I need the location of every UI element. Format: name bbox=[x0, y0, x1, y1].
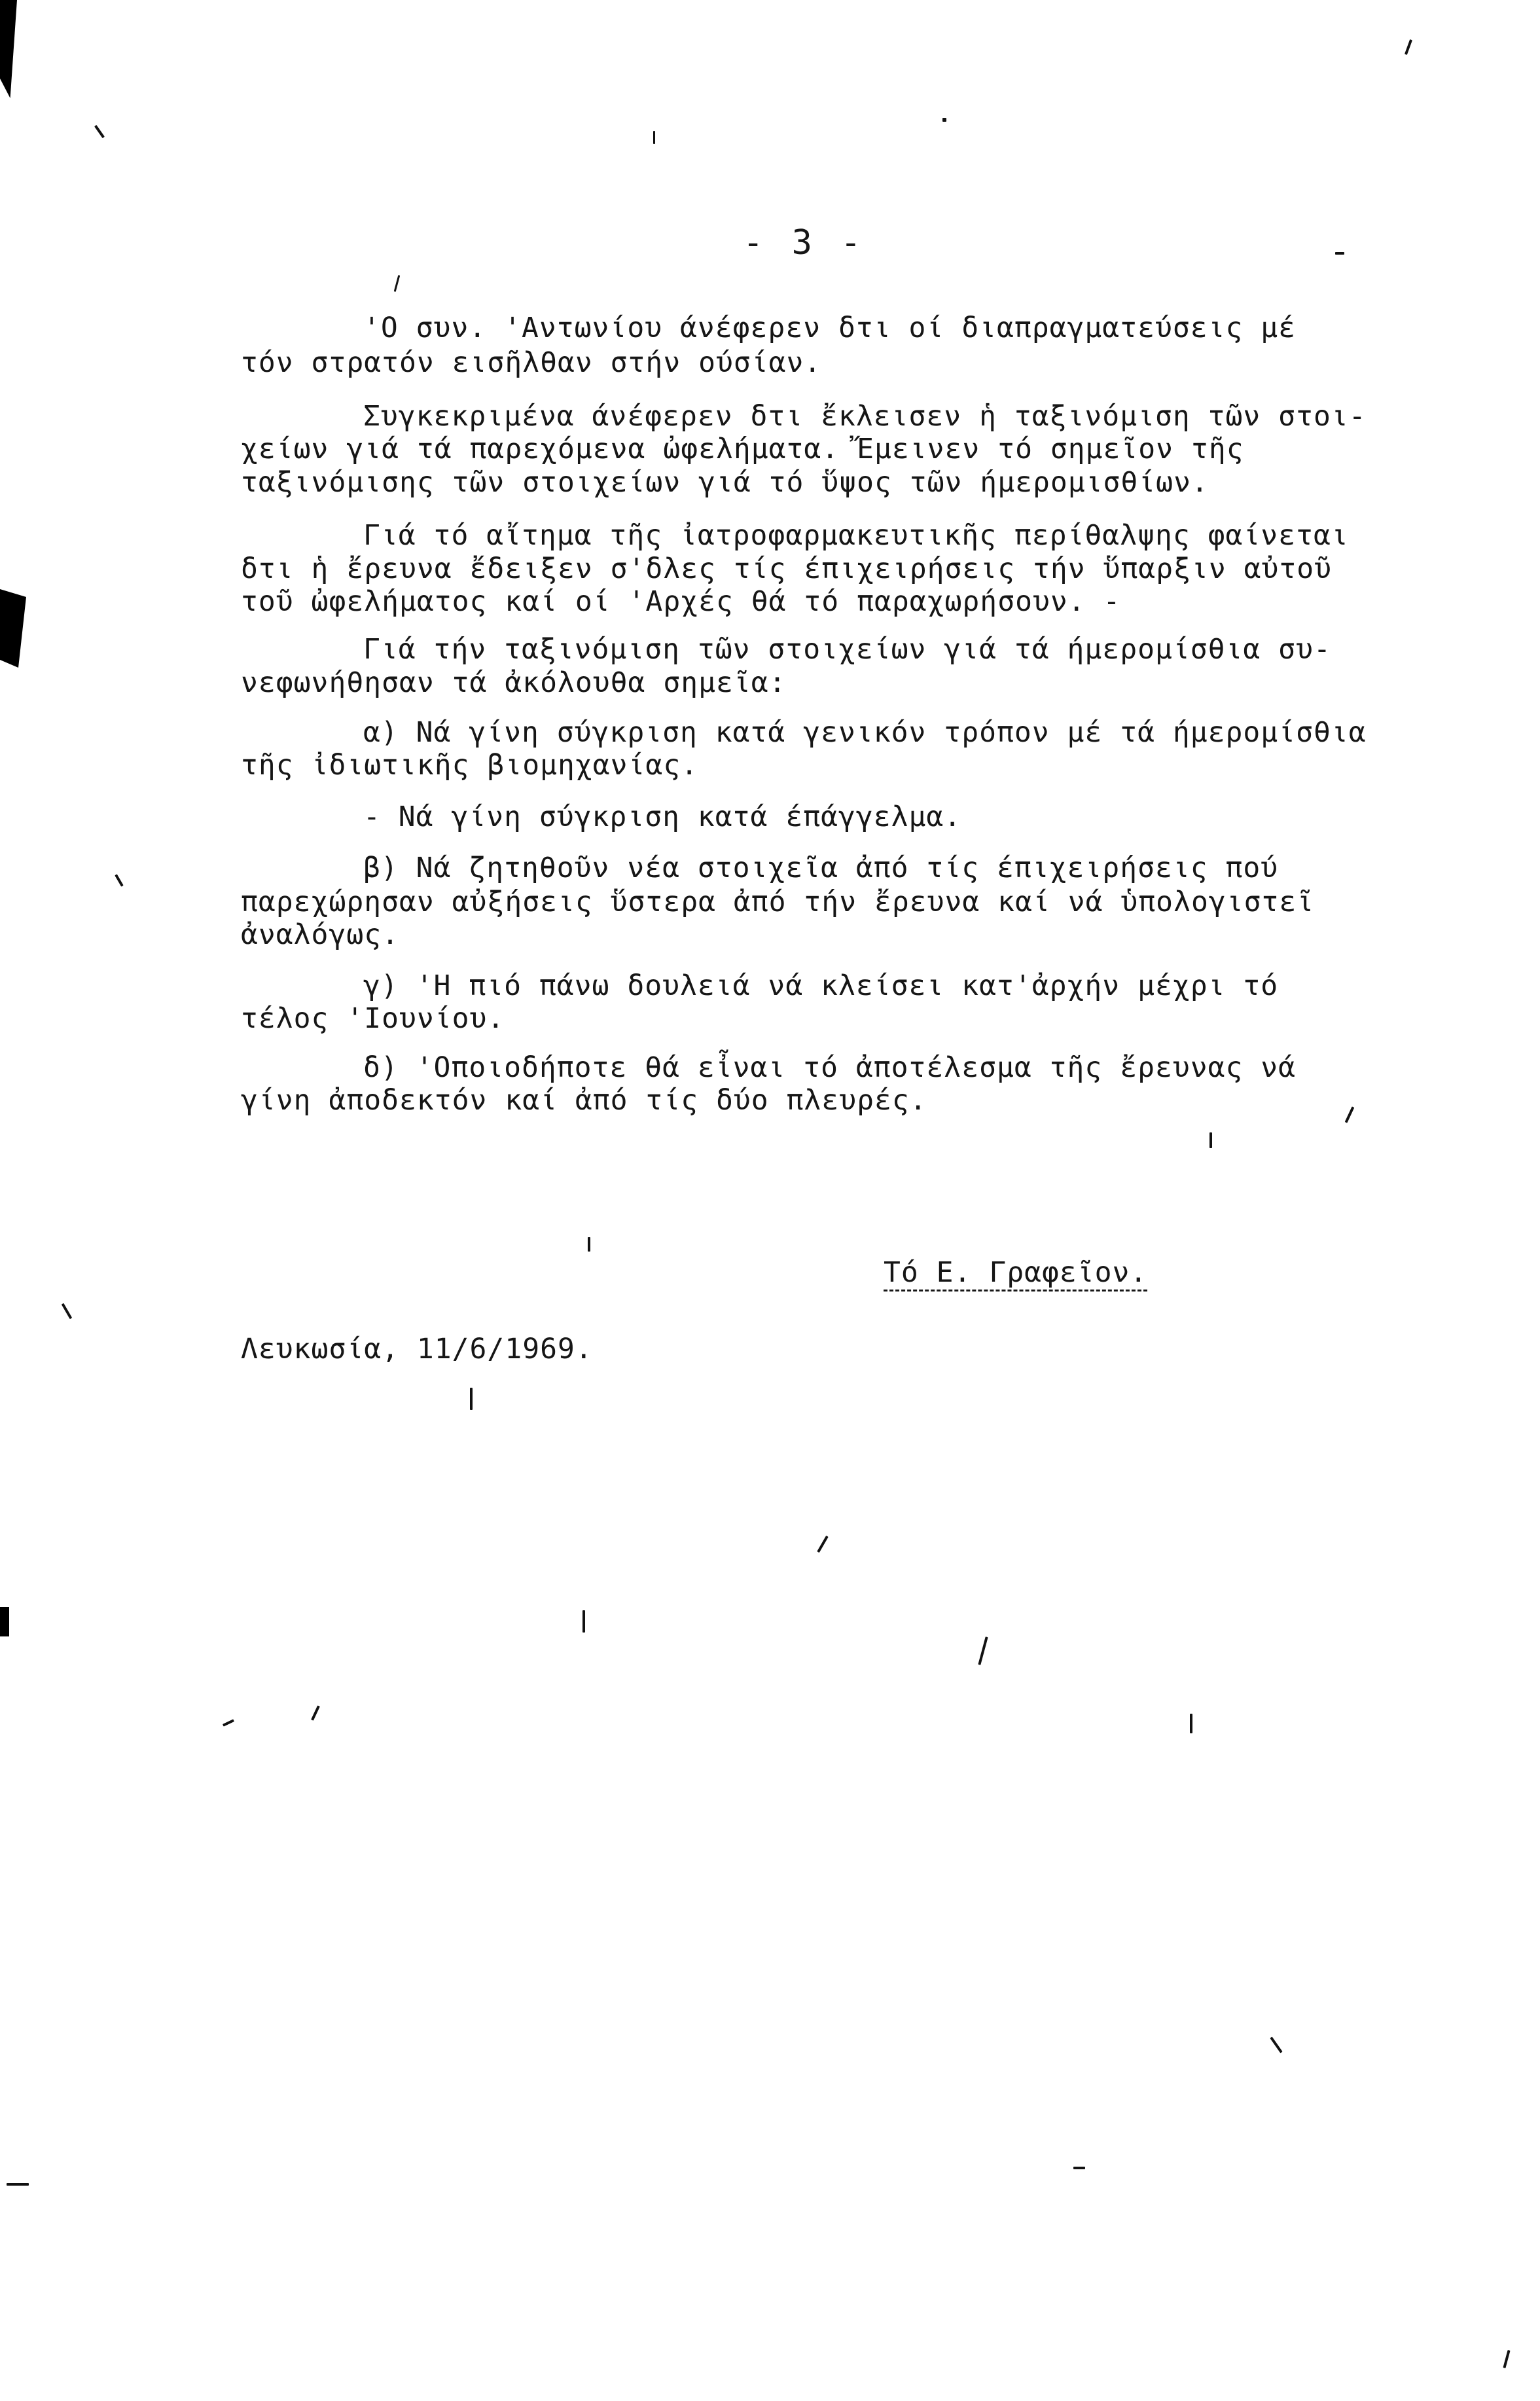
scan-speck bbox=[115, 874, 123, 886]
scan-speck bbox=[470, 1388, 473, 1410]
paragraph-4-line-2: νεφωνήθησαν τά ἀκόλουθα σημεῖα: bbox=[241, 666, 787, 699]
scan-speck bbox=[94, 125, 105, 138]
signature: Τό Ε. Γραφεῖον. bbox=[884, 1256, 1148, 1289]
page-number: - 3 - bbox=[743, 223, 865, 262]
item-b-line-2: παρεχώρησαν αὐξήσεις ὕστερα ἀπό τήν ἔρευνα καί νά ὑπολογιστεῖ bbox=[241, 886, 1315, 918]
paragraph-3-line-2: δτι ἡ ἔρευνα ἔδειξεν σ'δλες τίς έπιχειρήσεις τήν ὕπαρξιν αὐτοῦ bbox=[241, 552, 1333, 585]
item-dash-line-1: - Νά γίνη σύγκριση κατά έπάγγελμα. bbox=[363, 801, 962, 833]
paragraph-4-line-1: Γιά τήν ταξινόμιση τῶν στοιχείων γιά τά ήμερομίσθια συ- bbox=[363, 633, 1331, 666]
item-b-line-1: β) Νά ζητηθοῦν νέα στοιχεῖα ἀπό τίς έπιχειρήσεις πού bbox=[363, 852, 1279, 884]
scan-blot-left-edge bbox=[0, 589, 26, 668]
scan-speck bbox=[1190, 1714, 1192, 1733]
item-g-line-1: γ) 'Η πιό πάνω δουλειά νά κλείσει κατ'ἀρχήν μέχρι τό bbox=[363, 969, 1279, 1002]
paragraph-3-line-3: τοῦ ὠφελήματος καί οί 'Αρχές θά τό παραχωρήσουν. - bbox=[241, 585, 1121, 618]
scan-speck bbox=[394, 275, 401, 292]
paragraph-2-line-1: Συγκεκριμένα άνέφερεν δτι ἔκλεισεν ἡ ταξινόμιση τῶν στοι- bbox=[363, 400, 1367, 433]
paragraph-2-line-2: χείων γιά τά παρεχόμενα ὠφελήματα. Ἔμεινεν τό σημεῖον τῆς bbox=[241, 433, 1244, 465]
paragraph-1-line-2: τόν στρατόν εισῆλθαν στήν ούσίαν. bbox=[241, 346, 822, 379]
scan-speck bbox=[817, 1536, 828, 1553]
place-date: Λευκωσία, 11/6/1969. bbox=[241, 1333, 593, 1365]
item-d-line-1: δ) 'Οποιοδήποτε θά εἶναι τό ἀποτέλεσμα τῆς ἔρευνας νά bbox=[363, 1051, 1297, 1084]
scan-speck bbox=[223, 1719, 234, 1726]
scan-speck bbox=[1345, 1106, 1355, 1123]
scan-blot-left-lower bbox=[0, 1607, 9, 1636]
item-a-line-1: α) Νά γίνη σύγκριση κατά γενικόν τρόπον μέ τά ήμερομίσθια bbox=[363, 716, 1367, 749]
scan-speck bbox=[7, 2183, 29, 2186]
item-b-line-3: ἀναλόγως. bbox=[241, 918, 399, 951]
scan-speck bbox=[582, 1610, 585, 1633]
scan-speck bbox=[1073, 2167, 1085, 2169]
item-g-line-2: τέλος 'Ιουνίου. bbox=[241, 1002, 505, 1035]
scan-speck bbox=[311, 1705, 320, 1720]
scan-speck bbox=[1503, 2350, 1510, 2368]
scan-speck bbox=[1270, 2036, 1282, 2053]
scan-speck bbox=[1209, 1132, 1212, 1148]
scan-blot-top-left bbox=[0, 0, 17, 98]
scan-speck bbox=[1405, 39, 1412, 55]
scan-speck bbox=[978, 1636, 988, 1665]
scan-speck bbox=[1335, 252, 1344, 255]
scan-speck bbox=[62, 1303, 72, 1320]
paragraph-3-line-1: Γιά τό αἴτημα τῆς ἰατροφαρμακευτικῆς περίθαλψης φαίνεται bbox=[363, 519, 1349, 552]
scan-speck bbox=[942, 118, 946, 122]
item-d-line-2: γίνη ἀποδεκτόν καί ἀπό τίς δύο πλευρές. bbox=[241, 1084, 927, 1117]
paragraph-1-line-1: 'Ο συν. 'Αντωνίου άνέφερεν δτι οί διαπραγματεύσεις μέ bbox=[363, 312, 1297, 344]
scan-speck bbox=[588, 1237, 590, 1252]
scan-speck bbox=[653, 131, 655, 144]
paragraph-2-line-3: ταξινόμισης τῶν στοιχείων γιά τό ὕψος τῶν ήμερομισθίων. bbox=[241, 466, 1209, 499]
item-a-line-2: τῆς ἰδιωτικῆς βιομηχανίας. bbox=[241, 749, 699, 782]
